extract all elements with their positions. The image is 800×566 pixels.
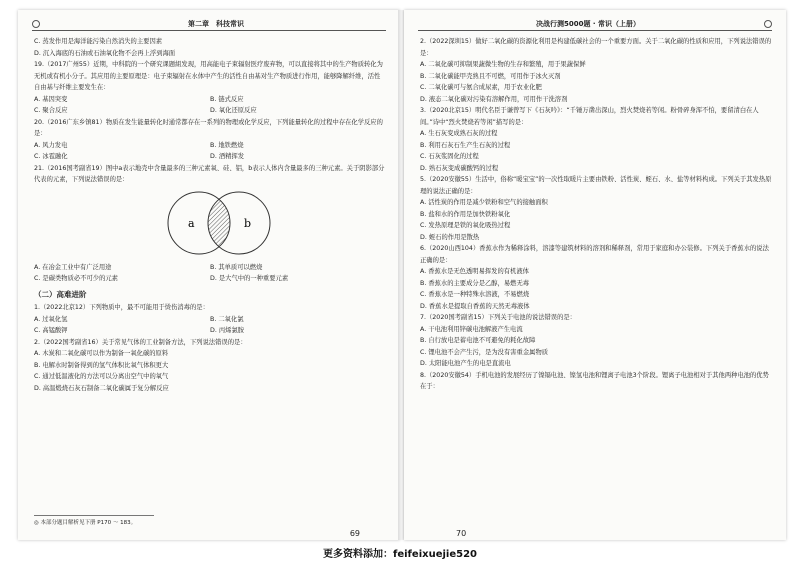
option: D. 香蕉水是提取自香蕉的天然无毒液体: [420, 302, 530, 310]
option: B. 地铁燃烧: [210, 141, 244, 149]
option: C. 二氧化碳可与氨合成尿素，用于农业化肥: [420, 84, 542, 91]
option: B. 盐和水的作用是加快铁粉氧化: [420, 210, 511, 218]
option: C. 通过低温液化的方法可以分离出空气中的氧气: [34, 373, 169, 380]
question-7: 7.（2020国考副省15）下列关于电池的说法错误的是：: [420, 314, 576, 321]
option: D. 太阳能电池产生的电是直流电: [420, 360, 511, 367]
option: D. 液态二氧化碳对污染有溶解作用，可用作干洗溶剂: [420, 95, 568, 103]
left-page-header: [32, 18, 386, 31]
option: D. 是大气中的一种重要元素: [210, 275, 289, 282]
question-21: 21.（2016国考副省19）图中a表示地壳中含量最多的三种元素氧、硅、铝，b表示人体内含量最多的三种元素。关于阴影部分代表的元素，下列说法错误的是：: [34, 164, 385, 183]
option: B. 链式反应: [210, 95, 244, 103]
page-number: 69: [349, 529, 360, 538]
option: C. 高锰酸钾: [34, 327, 68, 334]
option: D. 丙烯氯胺: [210, 327, 245, 334]
option: B. 香蕉水的主要成分是乙醇，易燃无毒: [420, 279, 530, 287]
option: D. 熟石灰变成碳酸钙的过程: [420, 164, 499, 172]
left-header-title: 第二章 科技常识: [188, 19, 244, 28]
text-line: C. 蒸发作用是海洋能污染自然消失的主要因素: [34, 38, 163, 45]
page-number: 70: [456, 529, 467, 538]
q20-options: [34, 140, 386, 163]
option: D. 高温煅烧石灰石制备二氧化碳属于复分解反应: [34, 384, 169, 392]
option: C. 聚合反应: [34, 107, 68, 114]
question-3: 3.（2020北京15）明代名臣于谦曾写下《石灰吟》：“千锤万凿出深山，烈火焚烧若等闲。粉骨碎身浑不怕，要留清白在人间。”诗中“烈火焚烧若等闲”描写的是：: [420, 107, 759, 126]
option: A. 香蕉水是无色透明易挥发的有机液体: [420, 268, 529, 275]
q19-options: [34, 94, 386, 117]
option: D. 氧化还原反应: [210, 107, 257, 114]
option: B. 二氧化氯: [210, 315, 244, 323]
venn-label-a: a: [188, 216, 195, 230]
option: A. 风力发电: [34, 141, 68, 149]
footnote: ◎ 本部分题目解析见下册 P170 ～ 183。: [34, 515, 154, 526]
sub-question-2: 2.（2022国考副省16）关于常见气体的工业制备方法，下列说法错误的是：: [34, 338, 247, 346]
option: A. 干电池利用锌碳电池解液产生电流: [420, 325, 523, 333]
question-2: 2.（2022深圳15）做好二氧化碳的资源化利用是构建低碳社会的一个重要方面。关于二氧化碳的性质和应用，下列说法错误的是：: [420, 38, 772, 57]
header-circle-icon: [32, 20, 40, 28]
venn-label-b: b: [244, 216, 252, 230]
option: C. 发热原理是铁的氧化吸热过程: [420, 222, 511, 229]
left-page: [18, 10, 400, 540]
option: C. 香蕉水是一种特殊水溶液，不易燃烧: [420, 291, 530, 298]
section-heading: （二）高难进阶: [34, 289, 87, 299]
header-circle-icon: [764, 20, 772, 28]
footer-contact-text: 更多资料添加：feifeixuejie520: [323, 549, 477, 560]
q21-options: [34, 262, 386, 285]
right-header-title: 决战行测5000题 · 常识（上册）: [535, 19, 640, 28]
option: B. 利用石灰石生产生石灰的过程: [420, 141, 511, 149]
right-page: [404, 10, 786, 540]
question-8: 8.（2020安徽54）手机电池的发展经历了镍镉电池、镍氢电池和锂离子电池3个阶段。锂离子电池相对于其他两种电池的优势在于：: [420, 371, 769, 390]
question-6: 6.（2020山西104）香蕉水作为稀释涂料，溶漆等建筑材料的溶剂和稀释剂，常用于家庭和办公装修。下列关于香蕉水的说法正确的是：: [420, 245, 769, 264]
right-page-header: [418, 18, 772, 31]
option: C. 锂电池不会产生污，是为没有害重金属物质: [420, 348, 549, 356]
option: A. 木炭和二氧化碳可以作为制备一氧化碳的原料: [34, 350, 169, 357]
question-5: 5.（2020安徽55）生活中，俗称“暖宝宝”的一次性取暖片主要由铁粉、活性炭、蛭石、水、盐等材料构成。下列关于其发热原理的说法正确的是：: [420, 176, 772, 195]
option: A. 活性炭的作用是减少铁粉和空气的接触面积: [420, 199, 548, 206]
question-19: 19.（2017广州55）近期，中科院的一个研究课题組发现，用高能电子束辐射医疗废弃物，可以直接将其中的生产物质转化为无机或有机小分子。其应用的主要原理是：电子束辐射在水体中产生的活性自由基对生产物质进行作用，能够降解纤维，活性自由基与纤维主要发生在：: [34, 61, 383, 91]
option: B. 电解水时制备得到的氢气体积比氧气体积更大: [34, 361, 169, 369]
question-20: 20.（2016广东乡镇81）物质在发生能量转化时通常都存在一系列的物理或化学反应，下列能量转化的过程中存在化学反应的是：: [34, 118, 383, 137]
option: D. 蛭石的作用是散热: [420, 233, 480, 241]
option: D. 酒精挥发: [210, 153, 245, 160]
sq1-options: [34, 314, 386, 337]
option: C. 冰雹融化: [34, 153, 68, 160]
option: B. 自行放电是蓄电池不可避免的耗化故障: [420, 337, 536, 344]
option: A. 过氧化氢: [34, 315, 68, 323]
sub-question-1: 1.（2022北京12）下列物质中，最不可能用于烫伤消毒的是：: [34, 304, 209, 311]
option: A. 在冶金工业中有广泛用途: [34, 263, 112, 271]
option: C. 石灰浆固化的过程: [420, 153, 479, 160]
option: B. 其单质可以燃烧: [210, 263, 263, 271]
option: C. 是碳类物质必不可少的元素: [34, 275, 118, 282]
option: A. 基因突变: [34, 95, 68, 103]
venn-diagram: [34, 188, 386, 260]
text-line: D. 沉入海底的石油或石油氧化物不会再上浮到海面: [34, 49, 176, 57]
option: B. 二氧化碳能甲壳熟且不可燃，可用作于冰火灭剂: [420, 72, 561, 80]
option: A. 二氧化碳可抑制果蔬微生物的生存和繁殖，用于果蔬保鲜: [420, 61, 586, 68]
option: A. 生石灰变成熟石灰的过程: [420, 130, 498, 137]
